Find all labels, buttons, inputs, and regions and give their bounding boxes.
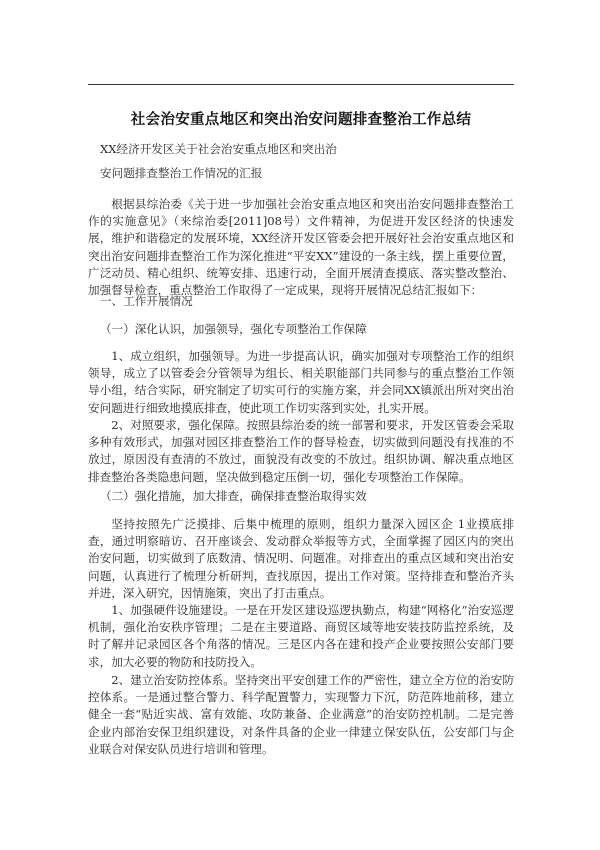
subtitle-line-1: XX经济开发区关于社会治安重点地区和突出治 — [100, 142, 337, 156]
subsection-heading-2: （二）强化措施，加大排查，确保排查整治取得实效 — [100, 489, 367, 503]
paragraph-5: 2、建立治安防控体系。坚持突出平安创建工作的严密性，建立全方位的治安防控体系。一是通过整合警力、科学配置警力，实现警力下沉，防范阵地前移，建立健全一套“贴近实战、富有效能、攻防兼备、企业满意”的治安防控机制。二是完善企业内部治安保卫组织建设，对条件具备的企业一律建立保安队伍，公安部门与企业联合对保安队员进行培训和管理。 — [88, 673, 514, 756]
paragraph-2: 2、对照要求，强化保障。按照县综治委的统一部署和要求，开发区管委会采取多种有效形式，加强对园区排查整治工作的督导检查，切实做到问题没有找准的不放过，原因没有查清的不放过，面貌没有改变的不放过。组织协调、解决重点地区排查整治各类隐患问题，坚决做到稳定压倒一切，强化专项整治工作保障。 — [88, 418, 514, 484]
section-heading-1: 一、工作开展情况 — [100, 294, 193, 308]
paragraph-1: 1、成立组织，加强领导。为进一步提高认识，确实加强对专项整治工作的组织领导，成立了以管委会分管领导为组长、相关职能部门共同参与的重点整治工作领导小组，结合实际，研究制定了切实可行的实施方案，并会同XX镇派出所对突出治安问题进行细致地摸底排查，使此项工作切实落到实处，扎实开展。 — [88, 349, 514, 415]
subtitle-line-2: 安问题排查整治工作情况的汇报 — [100, 166, 263, 180]
paragraph-3: 坚持按照先广泛摸排、后集中梳理的原则，组织力量深入园区企 1业摸底排查，通过明察暗访、召开座谈会、发动群众举报等方式，全面掌握了园区内的突出治安问题，切实做到了底数清、情况明、问题准。对排查出的重点区域和突出治安问题，认真进行了梳理分析研判，查找原因，提出工作对策。坚持排查和整治齐头并进，深入研究，因情施策，突出了打击重点。 — [88, 517, 514, 600]
document-title: 社会治安重点地区和突出治安问题排查整治工作总结 — [130, 111, 472, 128]
paragraph-4: 1、加强硬件设施建设。一是在开发区建设巡逻执勤点，构建“网格化”治安巡逻机制，强化治安秩序管理；二是在主要道路、商贸区域等地安装技防监控系统，及时了解并记录园区各个角落的情况。三是区内各在建和投产企业要按照公安部门要求，加大必要的物防和技防投入。 — [88, 603, 514, 669]
header-rule — [88, 84, 514, 85]
subsection-heading-1: （一）深化认识，加强领导，强化专项整治工作保障 — [100, 322, 367, 336]
intro-paragraph: 根据县综治委《关于进一步加强社会治安重点地区和突出治安问题排查整治工作的实施意见》（来综治委[2011]08号）文件精神，为促进开发区经济的快速发展，维护和谐稳定的发展环境，XX经济开发区管委会把开展好社会治安重点地区和突出治安问题排查整治工作为深化推进“平安XX”建设的一条主线，摆上重要位置，广泛动员、精心组织、统筹安排、迅速行动，全面开展清查摸底、落实整改整治、加强督导检查，重点整治工作取得了一定成果，现将开展情况总结汇报如下： — [88, 197, 514, 298]
